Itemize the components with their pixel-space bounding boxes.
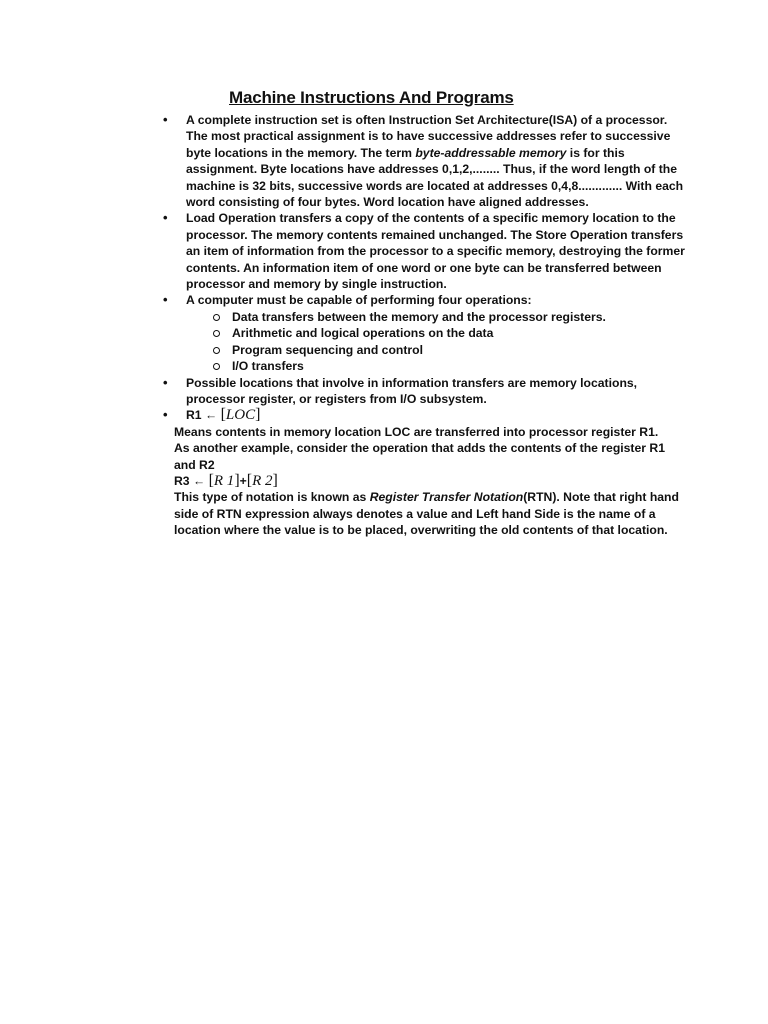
bullet-isa-text-a: A complete instruction set is often Instruction Set Architecture(ISA) of a processor. The most practical assignment is to have successive addresses refer to successive byte locations in the memory. The term: [186, 113, 671, 160]
document-body: [160, 112, 685, 539]
para-means: Means contents in memory location LOC are transferred into processor register R1.: [174, 424, 659, 439]
expr2-bracket-close-2: ]: [272, 471, 278, 489]
bullet-operations-text: A computer must be capable of performing four operations:: [186, 293, 532, 308]
expr2-op2: R 2: [252, 472, 273, 489]
para-rtn-emphasis: Register Transfer Notation: [369, 490, 524, 505]
bullet-isa-text-b: is for this assignment. Byte locations have addresses 0,1,2,........ Thus, if the word length of the machine is 32 bits, successive words are located at addresses 0,4,8............. With each word consisting of four bytes. Word location have aligned addresses.: [186, 145, 684, 210]
expr1-lhs: R1: [186, 408, 202, 423]
bullet-rtn-expression: [160, 407, 685, 423]
expr2-lhs: R3: [174, 473, 190, 488]
expr1-arrow: ←: [204, 408, 218, 423]
bullet-load-store: • Load Operation transfers a copy of the contents of a specific memory location to the processor. The memory contents remained unchanged. The Store Operation transfers an item of information from the processor to a specific memory, destroying the former contents. An information item of one word or one byte can be transferred between processor and memory by single instruction.: [160, 210, 685, 292]
operations-sublist: [186, 309, 685, 375]
expr2-arrow: ←: [192, 473, 206, 488]
expr2-op1: R 1: [213, 472, 235, 489]
sub-item-arithmetic: Arithmetic and logical operations on the data: [232, 325, 685, 341]
bullet-list: [160, 112, 685, 424]
para-rtn-text-a: This type of notation is known as: [174, 490, 370, 505]
expr2-bracket-open-2: [: [246, 471, 253, 489]
expr1-bracket-open: [: [220, 406, 226, 424]
expr2-bracket-open-1: [: [208, 471, 214, 489]
para-rtn-text-b: (RTN). Note that right hand side of RTN expression always denotes a value and Left hand Side is the name of a location where the value is to be placed, overwriting the old contents of that location.: [174, 490, 679, 538]
bullet-isa-emphasis: byte-addressable memory: [415, 145, 567, 160]
expr2-bracket-close-1: ]: [234, 471, 240, 489]
sub-item-io: I/O transfers: [232, 358, 685, 374]
rtn-explanation: [160, 424, 685, 539]
expr1-operand: LOC: [225, 407, 256, 424]
bullet-locations: • Possible locations that involve in information transfers are memory locations, processor register, or registers from I/O subsystem.: [160, 375, 685, 408]
page-title: Machine Instructions And Programs: [229, 88, 514, 107]
expr2: [174, 473, 685, 489]
bullet-isa: [160, 112, 685, 210]
para-another-example: As another example, consider the operation that adds the contents of the register R1 and R2: [174, 441, 665, 472]
sub-item-sequencing: Program sequencing and control: [232, 342, 685, 358]
bullet-operations: [160, 292, 685, 374]
expr1-bracket-close: ]: [255, 406, 261, 424]
expr2-plus: +: [239, 473, 247, 488]
para-rtn: [174, 489, 685, 538]
sub-item-data-transfers: Data transfers between the memory and the processor registers.: [232, 309, 685, 325]
